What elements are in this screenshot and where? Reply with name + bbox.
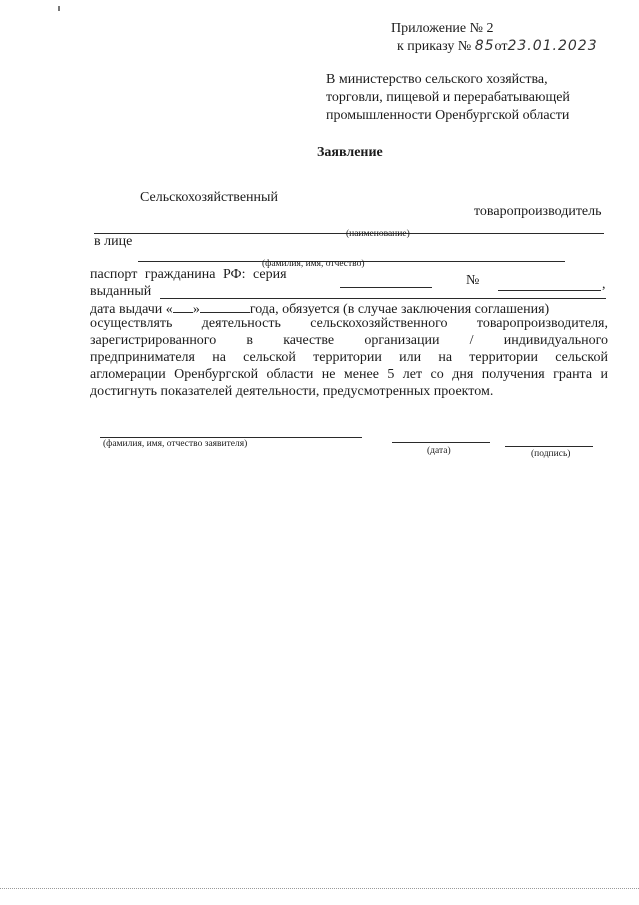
passport-series-label: паспорт гражданина РФ: серия: [90, 267, 287, 282]
order-date: 23.01.2023: [507, 38, 598, 54]
producer-caption: (наименование): [346, 229, 410, 239]
issue-date-prefix: дата выдачи «: [90, 302, 173, 317]
issue-month-blank: [200, 300, 250, 313]
scan-speck: [58, 6, 60, 11]
passport-issued-label: выданный: [90, 284, 152, 299]
order-date-prefix: от: [494, 39, 508, 54]
appendix-label: Приложение № 2: [391, 21, 494, 36]
body-line-1: осуществлять деятельность сельскохозяйственного товаропроизводителя,: [90, 316, 608, 331]
addressee-line-3: промышленности Оренбургской области: [326, 108, 570, 123]
applicant-name-caption: (фамилия, имя, отчество заявителя): [103, 439, 248, 449]
body-line-5: достигнуть показателей деятельности, предусмотренных проектом.: [90, 384, 494, 399]
document-title: Заявление: [317, 145, 383, 160]
order-reference: [397, 38, 598, 55]
date-line: [392, 442, 490, 443]
signature-line: [505, 446, 593, 447]
passport-issued-line: [160, 298, 606, 299]
passport-number-sign: №: [466, 273, 480, 288]
issue-date-suffix: года, обязуется (в случае заключения соглашения): [249, 302, 550, 317]
body-line-2: зарегистрированного в качестве организации / индивидуального: [90, 333, 608, 348]
passport-series-line: [340, 287, 432, 288]
issue-day-blank: [173, 300, 193, 313]
producer-word-right: товаропроизводитель: [474, 204, 602, 219]
order-prefix: к приказу №: [397, 39, 472, 54]
date-caption: (дата): [427, 446, 451, 456]
body-line-3: предпринимателя на сельской территории или на территории сельской: [90, 350, 608, 365]
passport-comma: ,: [602, 277, 606, 292]
addressee-line-2: торговли, пищевой и перерабатывающей: [326, 90, 570, 105]
represented-caption: (фамилия, имя, отчество): [262, 259, 365, 269]
signature-caption: (подпись): [531, 449, 571, 459]
producer-word-left: Сельскохозяйственный: [140, 190, 278, 205]
body-line-4: агломерации Оренбургской области не менее 5 лет со дня получения гранта и: [90, 367, 608, 382]
addressee-line-1: В министерство сельского хозяйства,: [326, 72, 548, 87]
passport-number-line: [498, 290, 601, 291]
issue-date-mid: »: [192, 302, 200, 317]
order-number: 85: [474, 38, 495, 54]
represented-label: в лице: [94, 234, 133, 249]
scan-edge-line: [0, 888, 639, 889]
applicant-name-line: [100, 437, 362, 438]
